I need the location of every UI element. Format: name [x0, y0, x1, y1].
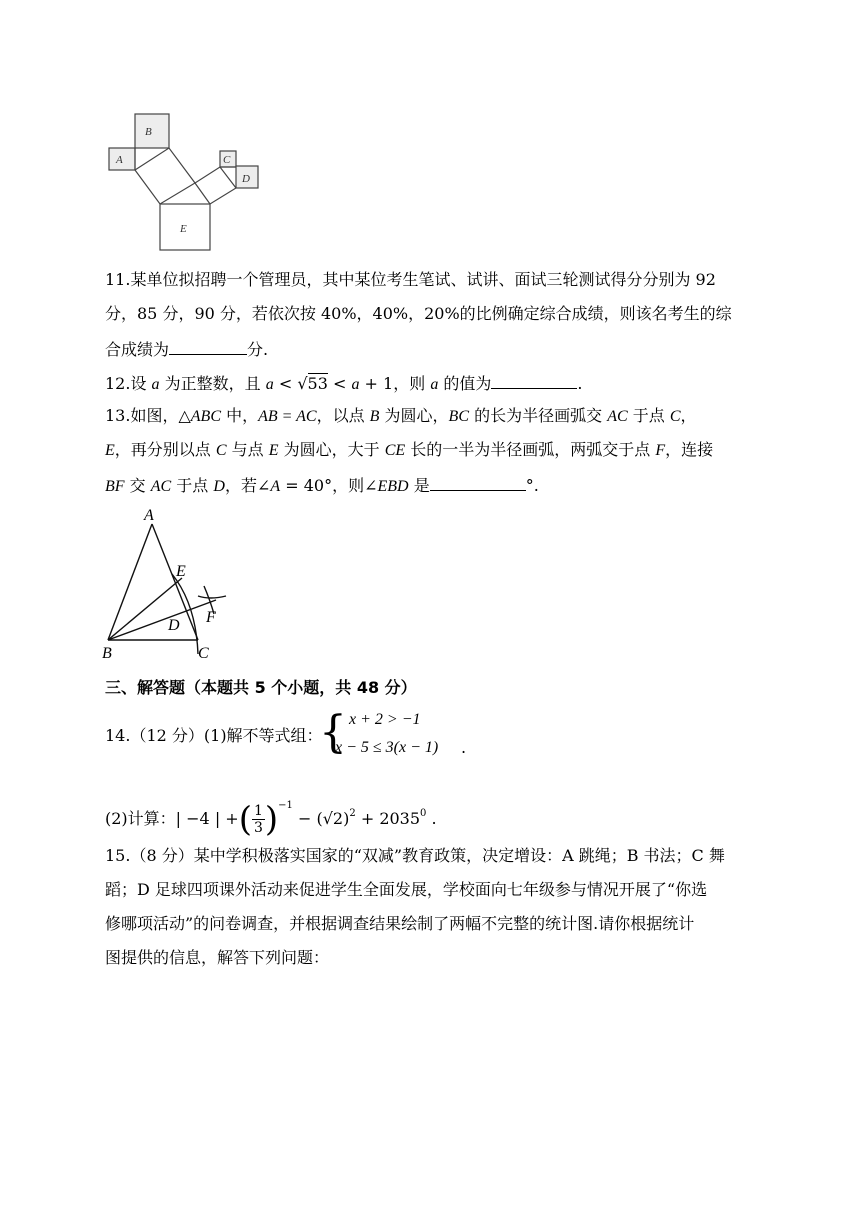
section3-title: 三、解答题（本题共 5 个小题，共 48 分）: [105, 678, 417, 697]
q13-pF: F: [655, 442, 666, 459]
q13-line1: [105, 406, 697, 427]
q12-ineq-left: a: [265, 376, 274, 393]
q11-text-a: 合成绩为: [105, 340, 170, 359]
q14-ineq2: x − 5 ≤ 3(x − 1): [335, 739, 439, 756]
label-A: A: [116, 154, 123, 166]
q12-answer-blank[interactable]: [491, 372, 577, 389]
q13-bc: BC: [448, 408, 469, 425]
q14-plus-2035: + 2035: [355, 809, 421, 828]
q13-t3: ，以点: [316, 406, 370, 425]
q13-t15: ，若∠: [224, 476, 271, 495]
q13-t19: °.: [525, 476, 539, 495]
triangle-figure: [98, 504, 238, 664]
q13-line2: [105, 440, 713, 461]
q12-var-a: a: [151, 376, 160, 393]
q14-part2: [105, 788, 437, 840]
label-E: E: [180, 223, 187, 235]
fig-label-F: F: [206, 609, 216, 626]
q13-t1: 13.如图，△: [105, 406, 191, 425]
q13-t17: ，则∠: [332, 476, 378, 495]
q11-line1: 11.某单位拟招聘一个管理员，其中某位考生笔试、试讲、面试三轮测试得分分别为 92: [105, 270, 716, 289]
q12-lt1: <: [273, 374, 298, 393]
q13-ac2: AC: [150, 478, 172, 495]
q14-abs: | −4 | +: [175, 809, 239, 828]
q12-t2: 为正整数，且: [159, 374, 266, 393]
q13-t13: 交: [124, 476, 151, 495]
q12-t1: 12.设: [105, 374, 152, 393]
q12-sqrt: √53: [297, 374, 328, 393]
q14-rparen: ): [264, 799, 279, 840]
q13-ebd: EBD: [377, 478, 409, 495]
q14-part1: [105, 708, 665, 764]
q13-t6: 于点: [627, 406, 670, 425]
q13-t12: ，连接: [665, 440, 714, 459]
q13-t5: 的长为半径画弧交: [469, 406, 608, 425]
q13-t18: 是: [408, 476, 430, 495]
q13-answer-blank[interactable]: [430, 474, 526, 491]
q12-ineq-right: a: [351, 376, 360, 393]
q14-ineq1: x + 2 > −1: [349, 711, 421, 728]
q15-line1: 15.（8 分）某中学积极落实国家的“双减”教育政策，决定增设：A 跳绳；B 书法；C 舞: [105, 846, 725, 865]
q12-lt2: <: [327, 374, 352, 393]
q12-line: [105, 372, 583, 395]
q13-ab-eq-ac: AB = AC: [258, 408, 317, 425]
q13-bf: BF: [105, 478, 125, 495]
q12-plus-one: + 1: [359, 374, 394, 393]
q11-line2: 分，85 分，90 分，若依次按 40%，40%，20%的比例确定综合成绩，则该名考生的综: [105, 304, 732, 323]
q15-line2: 蹈；D 足球四项课外活动来促进学生全面发展，学校面向七年级参与情况开展了“你选: [105, 880, 708, 899]
q13-line3: [105, 474, 539, 497]
q13-ce: CE: [384, 442, 406, 459]
fig-label-E: E: [176, 563, 186, 580]
squares-figure: [100, 108, 280, 256]
q14-fraction: [252, 803, 265, 836]
q13-abc: ABC: [190, 408, 221, 425]
q13-pB: B: [369, 408, 380, 425]
fig-label-D: D: [168, 617, 180, 634]
q15-line4: 图提供的信息，解答下列问题：: [105, 948, 330, 967]
fig-label-B: B: [102, 645, 112, 662]
q11-text-b: 分.: [247, 340, 269, 359]
q13-t11: 长的一半为半径画弧，两弧交于点: [405, 440, 656, 459]
q14-prefix: 14.（12 分）(1)解不等式组：: [105, 726, 323, 745]
q11-line3: [105, 338, 268, 360]
q14-sq: 2: [349, 808, 356, 819]
q13-t8: ，再分别以点: [114, 440, 216, 459]
q12-sqrt-value: 53: [307, 374, 328, 393]
q14-lparen: (: [238, 799, 252, 840]
q13-t10: 为圆心，大于: [278, 440, 385, 459]
q11-answer-blank[interactable]: [169, 338, 247, 355]
q14-exp-neg1: −1: [278, 800, 293, 811]
label-D: D: [242, 173, 250, 185]
q13-t9: 与点: [226, 440, 269, 459]
q13-pC: C: [669, 408, 681, 425]
fig-label-C: C: [198, 645, 209, 662]
q12-t4: 的值为: [438, 374, 492, 393]
q13-ac: AC: [607, 408, 628, 425]
q13-t4: 为圆心，: [379, 406, 449, 425]
q13-pE-start: E: [105, 442, 115, 459]
q14-frac-den: 3: [253, 820, 263, 836]
q14-dot: .: [461, 738, 467, 757]
q13-t7: ，: [680, 406, 697, 425]
q13-t2: 中，: [220, 406, 259, 425]
q15-line3: 修哪项活动”的问卷调查，并根据调查结果绘制了两幅不完整的统计图.请你根据统计: [105, 914, 695, 933]
q12-t3: ，则: [393, 374, 431, 393]
q14-part2-prefix: (2)计算：: [105, 809, 176, 828]
q14-zero: 0: [420, 808, 427, 819]
q14-brace: {: [319, 707, 347, 758]
q13-t16: = 40°: [280, 476, 333, 495]
q12-end: .: [577, 374, 583, 393]
fig-label-A: A: [144, 507, 154, 524]
label-C: C: [223, 154, 231, 166]
q12-var-a2: a: [430, 376, 439, 393]
q14-frac-num: 1: [253, 803, 263, 819]
label-B: B: [145, 126, 152, 138]
q13-angA: A: [270, 478, 281, 495]
q13-pD: D: [213, 478, 225, 495]
q14-end: .: [426, 809, 437, 828]
q13-pE: E: [268, 442, 279, 459]
q13-t14: 于点: [171, 476, 214, 495]
q13-pC2: C: [215, 442, 227, 459]
q14-minus-sqrt: − (√2): [298, 809, 350, 828]
